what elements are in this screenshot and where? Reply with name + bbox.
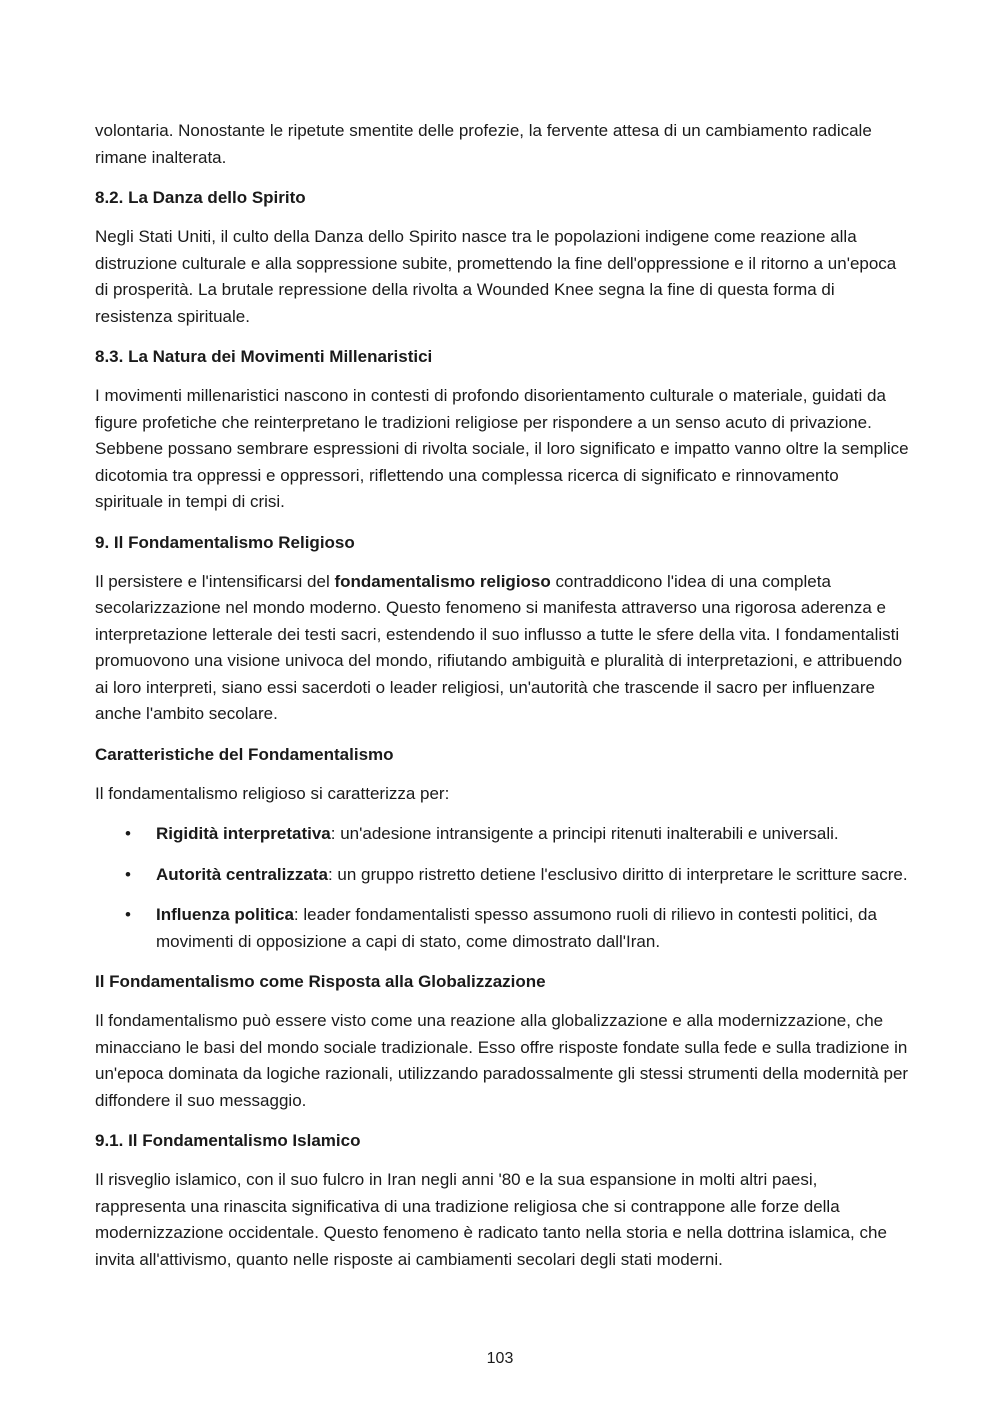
bullet-icon: •: [125, 824, 131, 843]
list-item: [95, 862, 910, 889]
bullet-text: : un gruppo ristretto detiene l'esclusivo diritto di interpretare le scritture sacre.: [327, 864, 908, 884]
bold-term: fondamentalismo religioso: [334, 571, 551, 591]
heading-fondamentalismo-religioso: 9. Il Fondamentalismo Religioso: [95, 532, 355, 552]
intro-paragraph: volontaria. Nonostante le ripetute smentite delle profezie, la fervente attesa di un cambiamento radicale rimane inalterata.: [95, 121, 872, 167]
characteristics-list: [95, 821, 910, 955]
paragraph-caratteristiche: Il fondamentalismo religioso si caratterizza per:: [95, 783, 450, 803]
list-item: [95, 902, 910, 955]
paragraph-globalizzazione: Il fondamentalismo può essere visto come una reazione alla globalizzazione e alla modernizzazione, che minacciano le basi del mondo sociale tradizionale. Esso offre risposte fondate sulla fede e sulla tradizione in un'epoca dominata da logiche razionali, utilizzando paradossalmente gli stessi strumenti della modernità per diffondere il suo messaggio.: [95, 1011, 909, 1110]
paragraph-fondamentalismo-islamico: Il risveglio islamico, con il suo fulcro in Iran negli anni '80 e la sua espansione in molti altri paesi, rappresenta una rinascita significativa di una tradizione religiosa che si contrappone alle forze della modernizzazione occidentale. Questo fenomeno è radicato tanto nella storia e nella dottrina islamica, che invita all'attivismo, quanto nelle risposte ai cambiamenti secolari degli stati moderni.: [95, 1170, 887, 1269]
bullet-text: : leader fondamentalisti spesso assumono ruoli di rilievo in contesti politici, da movimenti di opposizione a capi di stato, come dimostrato dall'Iran.: [156, 905, 877, 951]
heading-fondamentalismo-islamico: 9.1. Il Fondamentalismo Islamico: [95, 1131, 361, 1150]
page-content: [95, 118, 910, 1287]
bullet-term: Influenza politica: [156, 905, 294, 924]
bullet-icon: •: [125, 905, 131, 924]
paragraph-danza-spirito: Negli Stati Uniti, il culto della Danza dello Spirito nasce tra le popolazioni indigene come reazione alla distruzione culturale e alla soppressione subite, promettendo la fine dell'oppressione e il ritorno a un'epoca di prosperità. La brutale repressione della rivolta a Wounded Knee segna la fine di questa forma di resistenza spirituale.: [95, 227, 897, 326]
page-number: 103: [486, 1350, 514, 1367]
bullet-text: : un'adesione intransigente a principi ritenuti inalterabili e universali.: [330, 824, 839, 843]
heading-globalizzazione: Il Fondamentalismo come Risposta alla Globalizzazione: [95, 972, 546, 991]
paragraph-fondamentalismo-religioso: [95, 569, 910, 728]
paragraph-text: Il persistere e l'intensificarsi del: [95, 571, 335, 591]
heading-movimenti-millenaristici: 8.3. La Natura dei Movimenti Millenaristici: [95, 347, 433, 366]
bullet-term: Rigidità interpretativa: [156, 824, 331, 843]
paragraph-text: contraddicono l'idea di una completa secolarizzazione nel mondo moderno. Questo fenomeno si manifesta attraverso una rigorosa aderenza e interpretazione letterale dei testi sacri, estendendo il suo influsso a tutte le sfere della vita. I fondamentalisti promuovono una visione univoca del mondo, rifiutando ambiguità e pluralità di interpretazioni, e attribuendo ai loro interpreti, siano essi sacerdoti o leader religiosi, un'autorità che trascende il sacro per influenzare anche l'ambito secolare.: [95, 571, 903, 723]
heading-danza-spirito: 8.2. La Danza dello Spirito: [95, 188, 306, 207]
bullet-term: Autorità centralizzata: [156, 864, 328, 884]
bullet-icon: •: [125, 864, 131, 884]
list-item: [95, 821, 910, 848]
paragraph-movimenti-millenaristici: I movimenti millenaristici nascono in contesti di profondo disorientamento culturale o materiale, guidati da figure profetiche che reinterpretano le tradizioni religiose per rispondere a un senso acuto di privazione. Sebbene possano sembrare espressioni di rivolta sociale, il loro significato e impatto vanno oltre la semplice dicotomia tra oppressi e oppressori, riflettendo una complessa ricerca di significato e rinnovamento spirituale in tempi di crisi.: [95, 386, 909, 511]
heading-caratteristiche: Caratteristiche del Fondamentalismo: [95, 744, 394, 764]
